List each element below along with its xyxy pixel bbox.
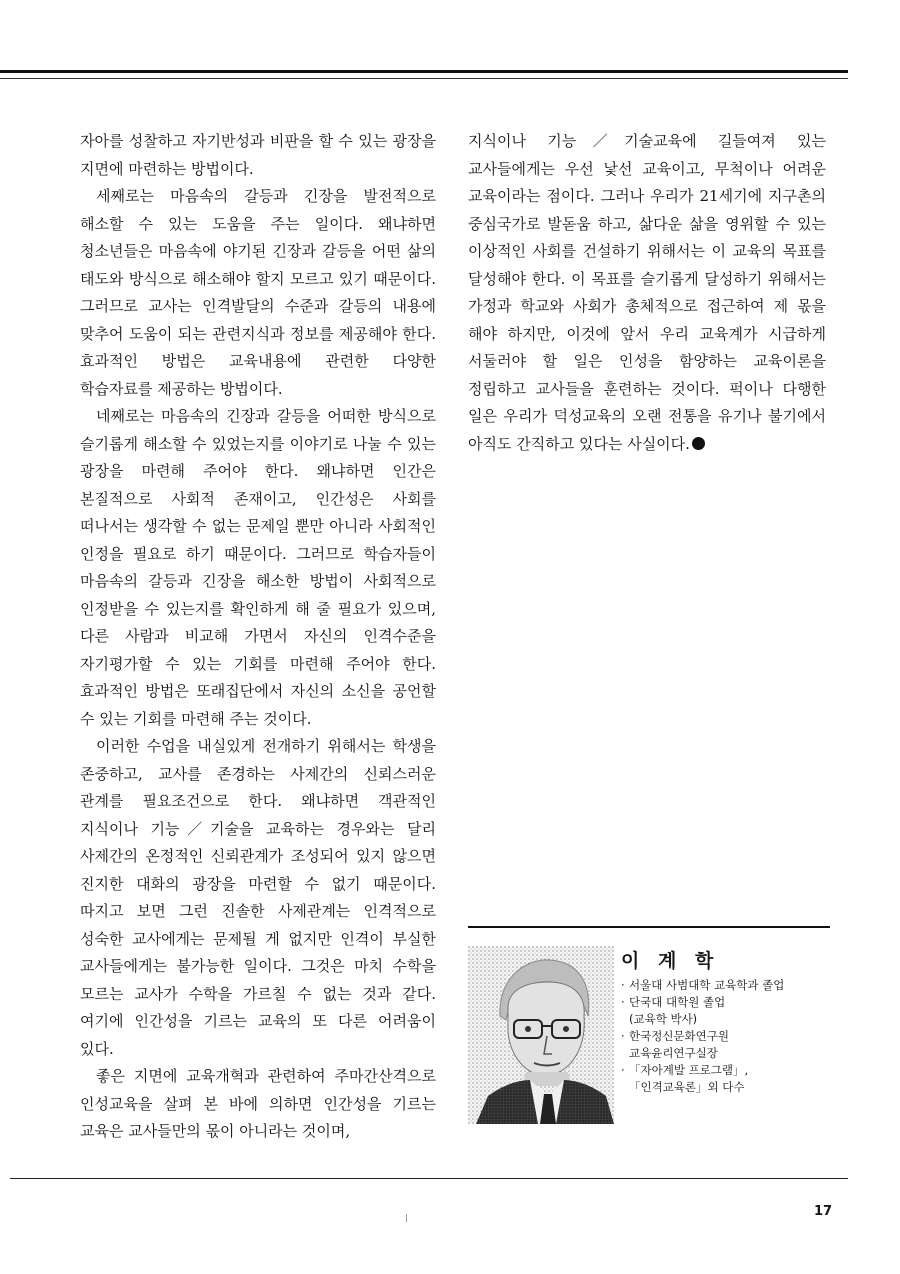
author-photo — [468, 946, 614, 1124]
paragraph: 자아를 성찰하고 자기반성과 비판을 할 수 있는 광장을 지면에 마련하는 방법이다. — [80, 132, 436, 178]
bio-item: · 한국정신문화연구원 — [621, 1028, 846, 1045]
bio-list — [621, 977, 846, 1096]
paragraph-text: 지식이나 기능／기술교육에 길들여져 있는 교사들에게는 우선 낯선 교육이고, 무척이나 어려운 교육이라는 점이다. 그러나 우리가 21세기에 지구촌의 중심국가로 발돋움 하고, 삶다운 삶을 영위할 수 있는 이상적인 사회를 건설하기 위해서는 이 교육의 목표를 달성해야 한다. 이 목표를 슬기롭게 달성하기 위해서는 가정과 학교와 사회가 총체적으로 접근하여 제 몫을 해야 하지만, 이것에 앞서 우리 교육계가 시급하게 서둘러야 할 일은 인성을 함양하는 교육이론을 정립하고 교사들을 훈련하는 것이다. 퍽이나 다행한 일은 우리가 덕성교육의 오랜 전통을 유기나 불기에서 아직도 간직하고 있다는 사실이다. — [468, 132, 826, 453]
right-column — [468, 128, 826, 458]
paragraph: 좋은 지면에 교육개혁과 관련하여 주마간산격으로 인성교육을 살펴 본 바에 의하면 인간성을 기르는 교육은 교사들만의 몫이 아니라는 것이며, — [80, 1067, 436, 1140]
author-portrait-icon — [468, 946, 614, 1124]
bio-item: (교육학 박사) — [629, 1012, 698, 1026]
bottom-rule — [10, 1178, 848, 1179]
center-tick — [406, 1214, 407, 1222]
bio-item: · 「자아계발 프로그램」, — [621, 1062, 846, 1079]
paragraph: 세째로는 마음속의 갈등과 긴장을 발전적으로 해소할 수 있는 도움을 주는 일이다. 왜냐하면 청소년들은 마음속에 야기된 긴장과 갈등을 어떤 삶의 태도와 방식으로 해소해야 할지 모르고 있기 때문이다. 그러므로 교사는 인격발달의 수준과 갈등의 내용에 맞추어 도움이 되는 관련지식과 정보를 제공해야 한다. 효과적인 방법은 교육내용에 관련한 다양한 학습자료를 제공하는 방법이다. — [80, 187, 436, 398]
bio-item: · 단국대 대학원 졸업 — [621, 994, 846, 1011]
end-mark-icon — [692, 437, 705, 450]
paragraph: 네째로는 마음속의 긴장과 갈등을 어떠한 방식으로 슬기롭게 해소할 수 있었는지를 이야기로 나눌 수 있는 광장을 마련해 주어야 한다. 왜냐하면 인간은 본질적으로 사회적 존재이고, 인간성은 사회를 떠나서는 생각할 수 없는 문제일 뿐만 아니라 사회적인 인정을 필요로 하기 때문이다. 그러므로 학습자들이 마음속의 갈등과 긴장을 해소한 방법이 사회적으로 인정받을 수 있는지를 확인하게 해 줄 필요가 있으며, 다른 사람과 비교해 가면서 자신의 인격수준을 자기평가할 수 있는 기회를 마련해 주어야 한다. 효과적인 방법은 또래집단에서 자신의 소신을 공언할 수 있는 기회를 마련해 주는 것이다. — [80, 407, 436, 728]
bio-item: · 서울대 사범대학 교육학과 졸업 — [621, 977, 846, 994]
top-rule-thin — [0, 78, 848, 79]
author-name: 이 계 학 — [621, 950, 720, 972]
left-column — [80, 128, 436, 1146]
page-number: 17 — [814, 1204, 833, 1219]
top-rule — [0, 70, 848, 73]
paragraph — [468, 128, 826, 458]
bio-item: 교육윤리연구실장 — [629, 1046, 718, 1060]
author-bio — [621, 946, 846, 1096]
bio-divider — [468, 926, 830, 928]
paragraph: 이러한 수업을 내실있게 전개하기 위해서는 학생을 존중하고, 교사를 존경하는 사제간의 신뢰스러운 관계를 필요조건으로 한다. 왜냐하면 객관적인 지식이나 기능／기술을 교육하는 경우와는 달리 사제간의 온정적인 신뢰관계가 조성되어 있지 않으면 진지한 대화의 광장을 마련할 수 없기 때문이다. 따지고 보면 그런 진솔한 사제관계는 인격적으로 성숙한 교사에게는 문제될 게 없지만 인격이 부실한 교사들에게는 불가능한 일이다. 그것은 마치 수학을 모르는 교사가 수학을 가르칠 수 없는 것과 같다. 여기에 인간성을 기르는 교육의 또 다른 어려움이 있다. — [80, 737, 436, 1058]
bio-item: 「인격교육론」외 다수 — [629, 1080, 745, 1094]
